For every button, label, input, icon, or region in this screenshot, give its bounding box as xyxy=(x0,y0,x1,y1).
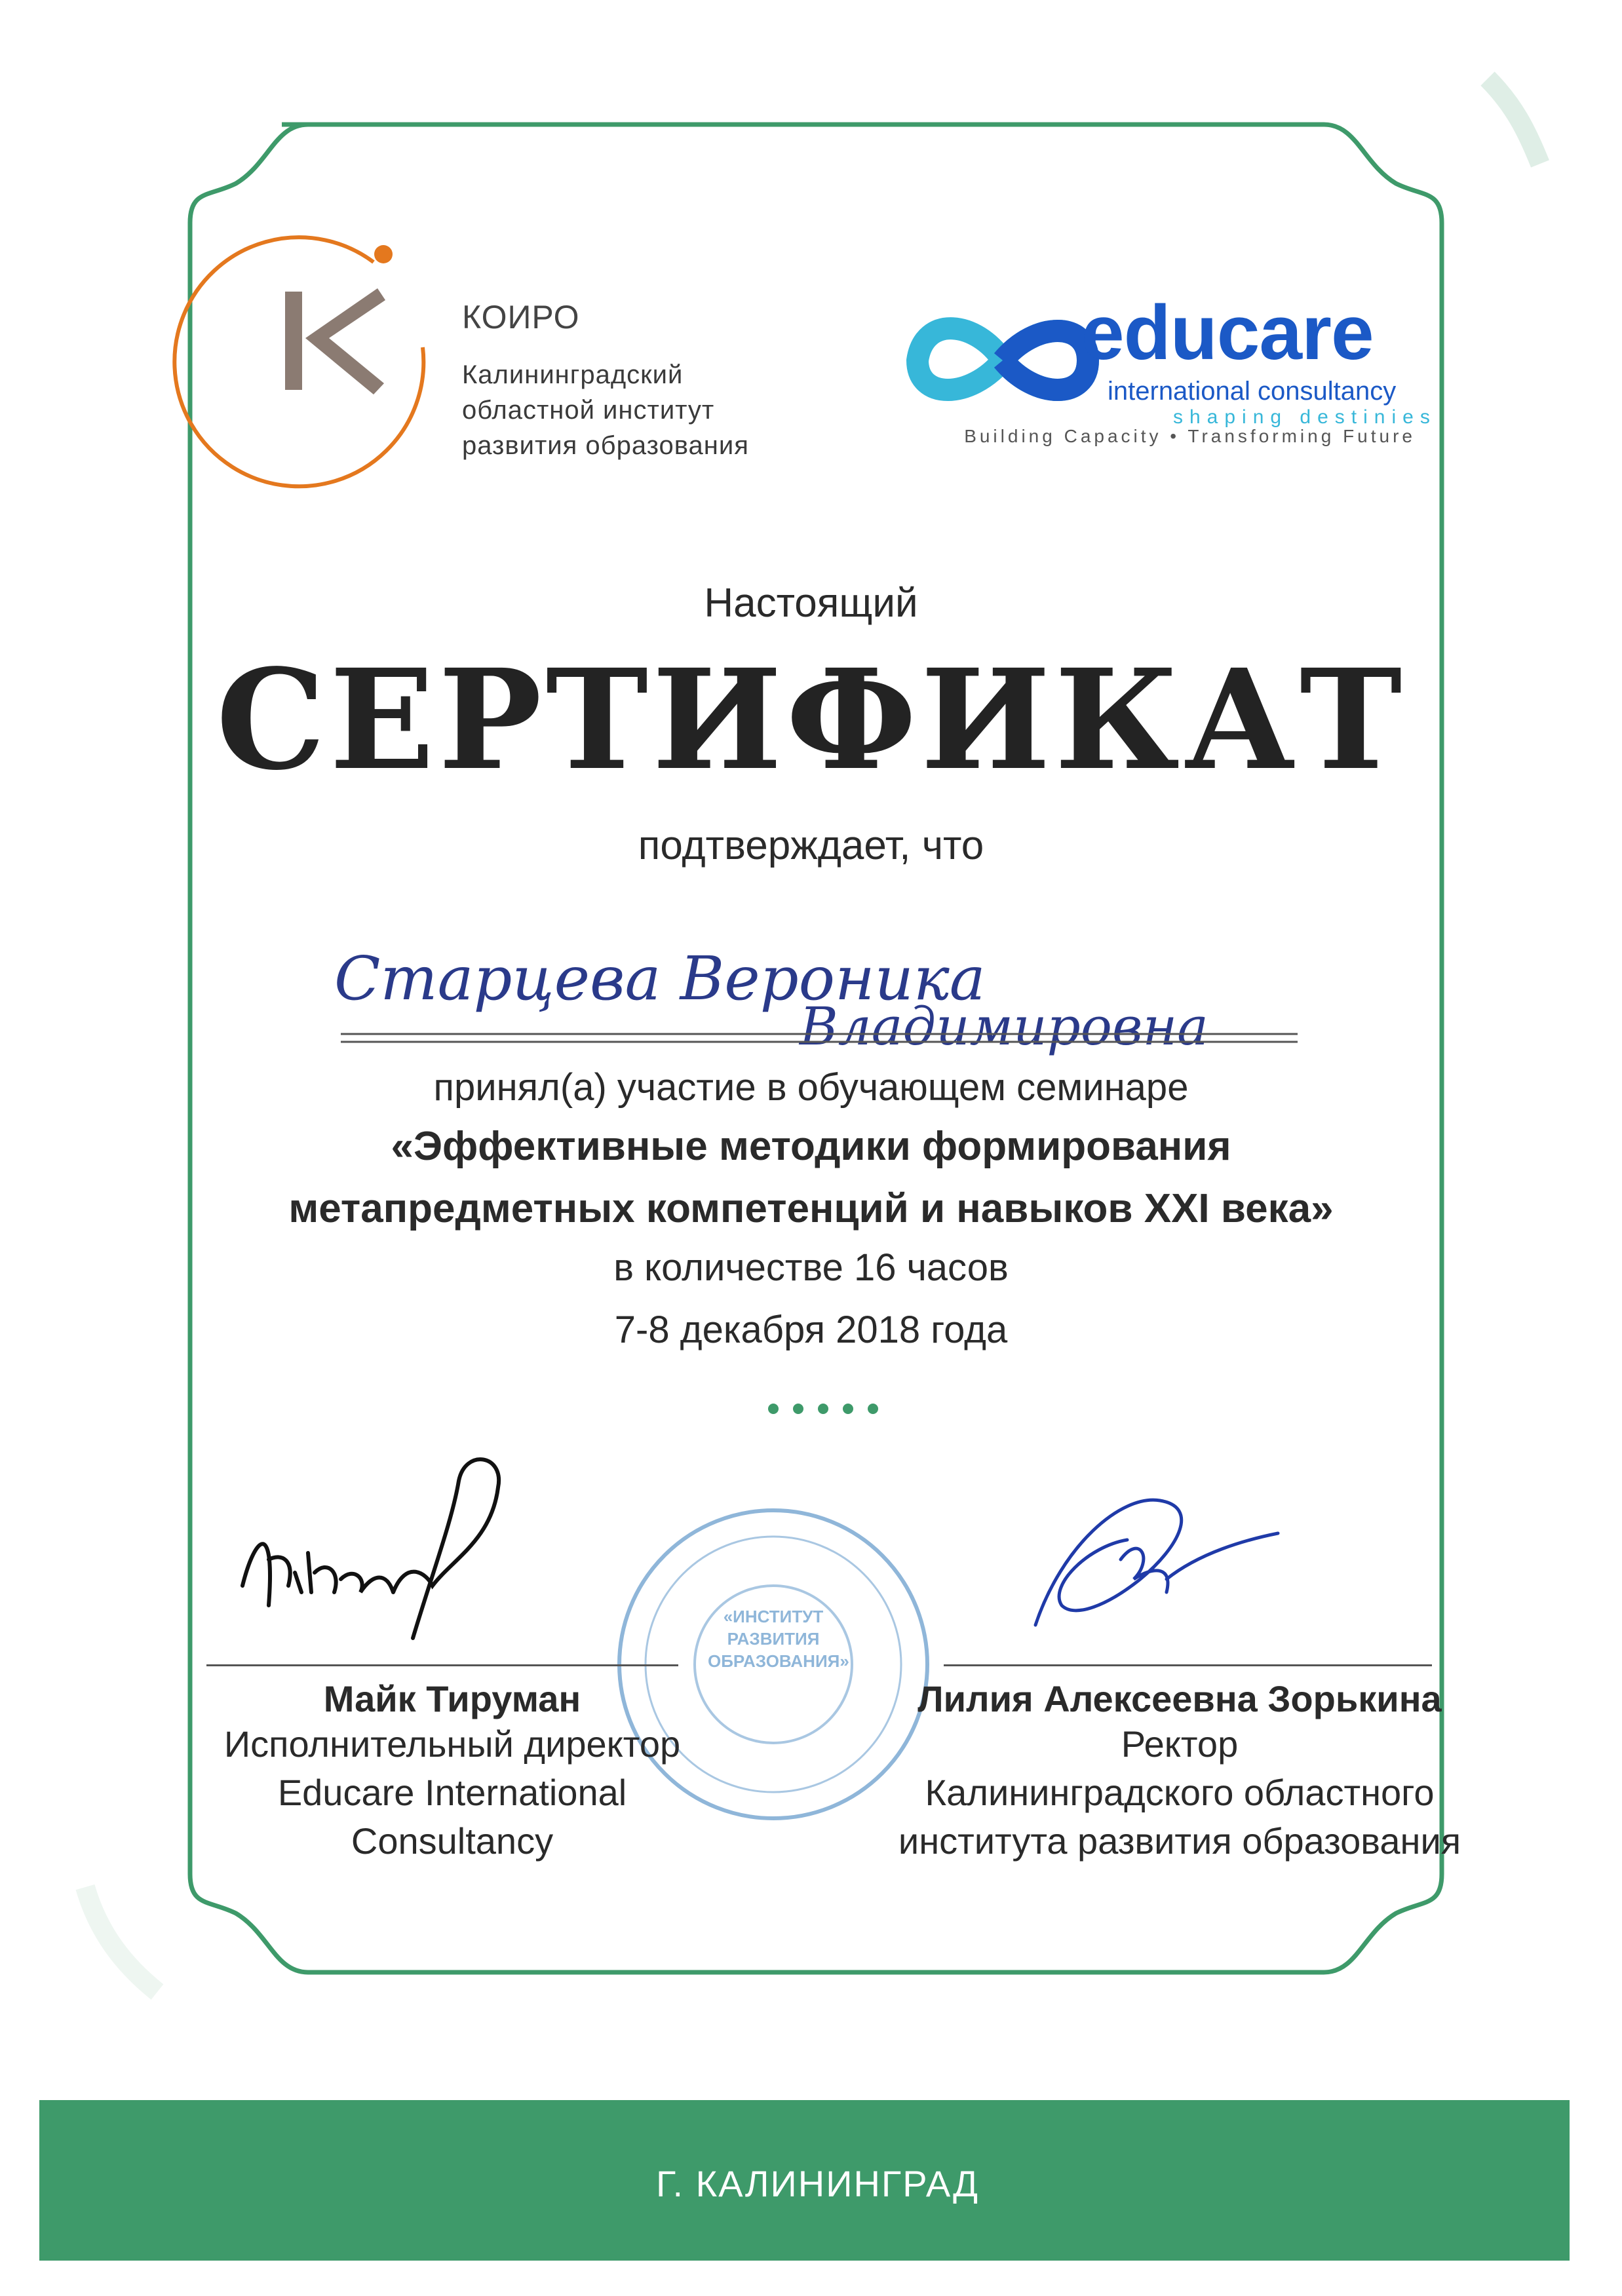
stamp-line-2: РАЗВИТИЯ xyxy=(727,1629,820,1649)
koiro-description xyxy=(462,357,868,463)
participation-text: принял(а) участие в обучающем семинаре xyxy=(433,1066,1189,1109)
educare-infinity-icon xyxy=(904,301,1101,419)
stamp-center-text xyxy=(708,1605,849,1672)
hours-text: в количестве 16 часов xyxy=(613,1246,1009,1289)
koiro-name: КОИРО xyxy=(462,299,580,335)
right-signatory xyxy=(878,1677,1481,1866)
koiro-desc-line-1: Калининградский xyxy=(462,360,684,389)
left-signatory-role-1: Исполнительный директор xyxy=(223,1723,681,1765)
name-underline xyxy=(262,1022,1376,1062)
right-signatory-name: Лилия Алексеевна Зорькина xyxy=(917,1678,1442,1719)
left-signatory xyxy=(197,1677,708,1866)
dates-text: 7-8 декабря 2018 года xyxy=(614,1309,1008,1351)
footer-city: Г. КАЛИНИНГРАД xyxy=(655,2163,979,2204)
stamp-line-1: «ИНСТИТУТ xyxy=(723,1607,824,1626)
seminar-title-line-1: «Эффективные методики формирования xyxy=(391,1124,1231,1169)
decorative-dots xyxy=(760,1396,891,1422)
left-signatory-role-3: Consultancy xyxy=(351,1820,554,1862)
koiro-logo-icon xyxy=(157,223,452,498)
right-signatory-role-2: Калининградского областного xyxy=(925,1772,1435,1813)
right-signatory-role-1: Ректор xyxy=(1121,1723,1239,1765)
educare-wordmark: educare xyxy=(1081,290,1374,376)
koiro-desc-line-2: областной институт xyxy=(462,396,715,425)
participant-patronymic-handwritten: Владимировна xyxy=(800,996,1208,1057)
educare-subtitle: international consultancy xyxy=(1108,377,1397,406)
right-signatory-role-3: института развития образования xyxy=(898,1820,1461,1862)
left-signature-line xyxy=(206,1664,678,1666)
seminar-title-line-2: метапредметных компетенций и навыков XXI века» xyxy=(288,1186,1334,1231)
certificate-title: СЕРТИФИКАТ xyxy=(216,639,1406,801)
participant-name-handwritten: Старцева Вероника xyxy=(334,944,986,1014)
educare-shaping: shaping destinies xyxy=(1173,406,1437,428)
educare-tagline: Building Capacity • Transforming Future xyxy=(964,426,1416,446)
left-signature xyxy=(216,1442,583,1677)
confirms-text: подтверждает, что xyxy=(638,823,984,868)
certificate-intro: Настоящий xyxy=(704,581,918,626)
right-signature-line xyxy=(944,1664,1432,1666)
right-signature xyxy=(1009,1468,1311,1664)
left-signatory-role-2: Educare International xyxy=(277,1772,627,1813)
stamp-line-3: ОБРАЗОВАНИЯ» xyxy=(708,1651,849,1671)
koiro-desc-line-3: развития образования xyxy=(462,431,749,460)
left-signatory-name: Майк Тируман xyxy=(323,1678,581,1719)
